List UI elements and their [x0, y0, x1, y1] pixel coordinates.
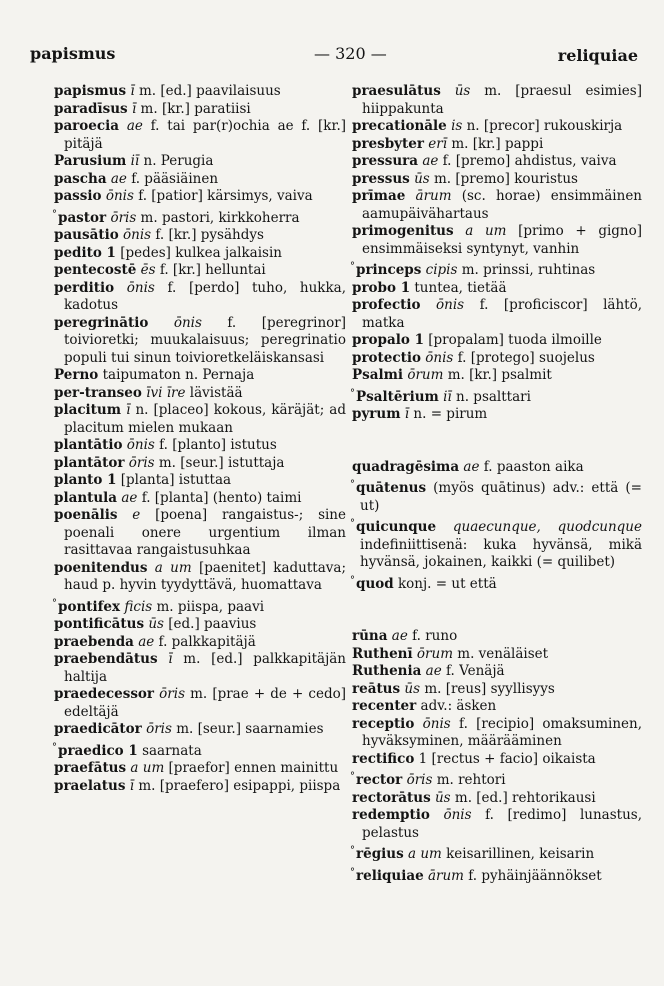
dictionary-entry: [352, 646, 642, 664]
page-number: — 320 —: [314, 44, 387, 63]
definition: f. [planto] istutus: [154, 437, 277, 453]
definition: n. = pirum: [409, 406, 488, 422]
degree-marker: °: [52, 597, 57, 609]
dictionary-entry: [352, 280, 642, 298]
grammar-info: ōnis: [443, 807, 472, 823]
dictionary-entry: [54, 651, 346, 686]
definition: adv.: äsken: [416, 698, 497, 714]
degree-marker: °: [350, 845, 355, 856]
dictionary-entry: [352, 768, 642, 790]
headword: quod: [356, 575, 394, 592]
dictionary-entry: [54, 507, 346, 560]
dictionary-entry: [352, 367, 642, 385]
headword: pressus: [352, 170, 410, 187]
dictionary-entry: [352, 751, 642, 769]
dictionary-entry: [54, 245, 346, 263]
section-gap: [352, 593, 642, 628]
definition: m. [praefero] esipappi, piispa: [134, 777, 341, 794]
headword: reātus: [352, 680, 401, 697]
dictionary-entry: [352, 350, 642, 368]
headword: quātenus: [356, 480, 427, 496]
left-column: [54, 83, 346, 795]
headword: quadragēsima: [352, 458, 460, 475]
grammar-info: a um: [130, 760, 165, 776]
definition: m. prinssi, ruhtinas: [457, 262, 596, 278]
dictionary-entry: [54, 686, 346, 721]
headword: Psaltērium: [356, 388, 439, 405]
headword: praedicātor: [54, 721, 142, 737]
headword: reliquiae: [356, 867, 424, 884]
grammar-info: quaecunque, quodcunque: [452, 519, 642, 535]
dictionary-entry: [352, 297, 642, 332]
definition: m. [kr.] paratiisi: [136, 100, 251, 117]
definition: [paenitet] kaduttava; haud p. hyvin tyydyttävä, huomattava: [64, 559, 346, 593]
definition: [propalam] tuoda ilmoille: [423, 332, 602, 348]
dictionary-entry: [54, 778, 346, 796]
dictionary-entry: [352, 864, 642, 886]
dictionary-entry: [54, 455, 346, 473]
grammar-info: ī: [131, 100, 137, 117]
grammar-info: ūs: [148, 616, 164, 632]
definition: m. [reus] syyllisyys: [420, 680, 555, 697]
definition: m. [premo] kouristus: [429, 170, 578, 187]
grammar-info: ārum: [415, 188, 452, 204]
degree-marker: °: [52, 208, 57, 220]
definition: f. [perdo] tuho, hukka, kadotus: [64, 279, 346, 313]
headword: praefātus: [54, 760, 127, 776]
headword: paroecia: [54, 118, 119, 134]
headword: pentecostē: [54, 262, 137, 278]
dictionary-entry: [352, 681, 642, 699]
dictionary-entry: [352, 136, 642, 154]
grammar-info: ūs: [434, 789, 451, 806]
grammar-info: a um: [154, 559, 192, 576]
definition: f. [planta] (hento) taimi: [137, 489, 302, 506]
grammar-info: is: [451, 118, 463, 134]
definition: indefiniittisenä: kuka hyvänsä, mikä hyvänsä, jokainen, kaikki (= quilibet): [360, 536, 642, 570]
grammar-info: ōris: [110, 209, 137, 226]
headword: paradīsus: [54, 100, 128, 117]
grammar-info: ae: [391, 628, 408, 644]
headword: Perno: [54, 367, 99, 383]
dictionary-entry: [352, 476, 642, 515]
definition: f. [premo] ahdistus, vaiva: [438, 153, 617, 169]
grammar-info: ōnis: [425, 349, 454, 366]
dictionary-entry: [54, 101, 346, 119]
grammar-info: ī: [130, 83, 135, 99]
dictionary-entry: [352, 171, 642, 189]
dictionary-entry: [54, 227, 346, 245]
grammar-info: ōnis: [105, 188, 134, 204]
headword: pedito 1: [54, 244, 116, 261]
headword: pascha: [54, 170, 107, 187]
definition: m. [kr.] psalmit: [443, 367, 552, 383]
headword: rectifico: [352, 750, 415, 767]
headword: redemptio: [352, 807, 430, 823]
definition: m. [praesul esimies] hiippakunta: [362, 83, 642, 117]
headword: pressura: [352, 153, 419, 169]
definition: saarnata: [137, 742, 202, 759]
definition: f. [protego] suojelus: [453, 349, 595, 366]
definition: f. [redimo] lunastus, pelastus: [362, 807, 642, 841]
grammar-info: ae: [110, 170, 127, 187]
entries-r: [352, 628, 642, 885]
dictionary-entry: [54, 616, 346, 634]
dictionary-entry: [54, 472, 346, 490]
degree-marker: °: [52, 741, 57, 753]
definition: f. [patior] kärsimys, vaiva: [133, 188, 313, 204]
grammar-info: erī: [428, 135, 448, 152]
headword: Ruthenia: [352, 663, 422, 679]
headword: praesulātus: [352, 83, 441, 99]
dictionary-entry: [352, 698, 642, 716]
headword: Parusium: [54, 153, 127, 169]
headword: prīmae: [352, 188, 406, 204]
dictionary-entry: [54, 188, 346, 206]
definition: (myös quātinus) adv.: että (= ut): [360, 480, 642, 514]
headword: planto 1: [54, 472, 117, 488]
dictionary-entry: [54, 153, 346, 171]
headword: rector: [356, 772, 403, 788]
dictionary-entry: [352, 118, 642, 136]
grammar-info: ārum: [427, 867, 464, 884]
grammar-info: ōrum: [407, 367, 444, 383]
headword: plantātor: [54, 454, 125, 471]
grammar-info: iī: [443, 388, 452, 405]
headword: rēgius: [356, 846, 404, 862]
grammar-info: ōris: [146, 721, 172, 737]
headword: recenter: [352, 698, 417, 714]
grammar-info: ūs: [454, 83, 471, 99]
degree-marker: °: [350, 479, 355, 490]
definition: [pedes] kulkea jalkaisin: [115, 244, 282, 261]
dictionary-entry: [352, 223, 642, 258]
headword: rūna: [352, 628, 388, 644]
definition: m. piispa, paavi: [152, 598, 265, 615]
dictionary-entry: [352, 716, 642, 751]
grammar-info: ōnis: [126, 279, 155, 296]
dictionary-entry: [352, 258, 642, 280]
headword: primogenitus: [352, 223, 454, 239]
headword: pausātio: [54, 227, 119, 243]
header-last-word: reliquiae: [557, 46, 638, 65]
grammar-info: ōnis: [123, 227, 152, 243]
grammar-info: ēs: [140, 262, 156, 278]
headword: Psalmi: [352, 367, 404, 383]
grammar-info: ūs: [404, 680, 421, 697]
dictionary-entry: [54, 262, 346, 280]
page-header: [30, 44, 638, 66]
headword: per-transeo: [54, 384, 142, 401]
degree-marker: °: [350, 518, 355, 529]
headword: poenitendus: [54, 559, 148, 576]
grammar-info: ūs: [414, 170, 430, 187]
dictionary-entry: [352, 332, 642, 350]
headword: princeps: [356, 262, 422, 278]
headword: papismus: [54, 83, 127, 99]
definition: f. tai par(r)ochia ae f. [kr.] pitäjä: [64, 118, 346, 152]
grammar-info: ōrum: [416, 645, 453, 662]
definition: f. Venäjä: [441, 663, 505, 679]
headword: plantātio: [54, 437, 123, 453]
headword: pontificātus: [54, 616, 145, 632]
dictionary-entry: [54, 367, 346, 385]
grammar-info: ae: [121, 489, 138, 506]
definition: f. [kr.] pysähdys: [151, 227, 264, 243]
definition: m. [seur.] saarnamies: [171, 721, 324, 737]
definition: lävistää: [185, 384, 243, 401]
grammar-info: ficis: [124, 598, 153, 615]
definition: f. runo: [407, 628, 458, 644]
headword: probo 1: [352, 279, 411, 296]
definition: f. [recipio] omaksuminen, hyväksyminen, määrääminen: [362, 715, 642, 749]
dictionary-entry: [54, 280, 346, 315]
definition: keisarillinen, keisarin: [441, 846, 595, 862]
definition: f. paaston aika: [479, 458, 584, 475]
grammar-info: ī: [129, 777, 135, 794]
grammar-info: ae: [463, 458, 480, 475]
headword: rectorātus: [352, 789, 431, 806]
dictionary-entry: [352, 153, 642, 171]
dictionary-entry: [54, 760, 346, 778]
headword: praedecessor: [54, 686, 155, 702]
degree-marker: °: [350, 866, 355, 878]
dictionary-entry: [54, 402, 346, 437]
dictionary-entry: [54, 490, 346, 508]
dictionary-entry: [352, 572, 642, 594]
grammar-info: ōris: [159, 686, 185, 702]
headword: precationāle: [352, 118, 447, 134]
definition: n. psalttari: [451, 388, 531, 405]
dictionary-entry: [352, 842, 642, 864]
dictionary-entry: [352, 83, 642, 118]
headword: quicunque: [356, 519, 437, 535]
definition: (sc. horae) ensimmäinen aamupäivähartaus: [362, 188, 643, 222]
definition: taipumaton n. Pernaja: [98, 367, 255, 383]
degree-marker: °: [350, 387, 355, 399]
headword: passio: [54, 188, 102, 204]
grammar-info: ae: [425, 663, 442, 679]
entries-q: [352, 459, 642, 594]
definition: [poena] rangaistus-; sine poenali onere urgentium ilman rasittavaa rangaistusuhkaa: [64, 507, 346, 558]
definition: f. [kr.] helluntai: [155, 262, 266, 278]
grammar-info: ōnis: [422, 715, 451, 732]
definition: konj. = ut että: [393, 575, 497, 592]
definition: [primo + gigno] ensimmäiseksi syntynyt, vanhin: [362, 223, 643, 257]
headword: profectio: [352, 297, 421, 313]
grammar-info: ōnis: [126, 437, 155, 453]
headword: peregrinātio: [54, 314, 149, 331]
section-gap: [352, 424, 642, 459]
dictionary-entry: [54, 206, 346, 228]
grammar-info: a um: [465, 223, 507, 239]
headword: pyrum: [352, 406, 401, 422]
definition: m. [kr.] pappi: [447, 135, 544, 152]
definition: tuntea, tietää: [410, 279, 507, 296]
dictionary-entry: [352, 663, 642, 681]
definition: f. [proficiscor] lähtö, matka: [362, 297, 643, 331]
header-first-word: papismus: [30, 44, 116, 63]
headword: plantula: [54, 489, 118, 506]
definition: n. [placeo] kokous, käräjät; ad placitum mielen mukaan: [64, 402, 347, 436]
definition: m. pastori, kirkkoherra: [136, 209, 300, 226]
grammar-info: ī: [404, 406, 410, 422]
definition: [ed.] paavius: [163, 616, 257, 632]
definition: m. [ed.] rehtorikausi: [450, 789, 596, 806]
dictionary-entry: [352, 385, 642, 407]
dictionary-entry: [54, 595, 346, 617]
definition: 1 [rectus + facio] oikaista: [414, 750, 596, 767]
headword: pontifex: [58, 598, 121, 615]
grammar-info: ōnis: [436, 297, 465, 313]
dictionary-entry: [54, 739, 346, 761]
headword: poenālis: [54, 507, 118, 523]
definition: m. [ed.] palkkapitäjän haltija: [64, 651, 347, 685]
definition: f. pääsiäinen: [126, 170, 219, 187]
dictionary-entry: [54, 171, 346, 189]
definition: m. [seur.] istuttaja: [154, 454, 285, 471]
definition: f. palkkapitäjä: [154, 633, 256, 650]
definition: m. [prae + de + cedo] edeltäjä: [64, 686, 346, 720]
degree-marker: °: [350, 574, 355, 586]
headword: praedico 1: [58, 742, 138, 759]
dictionary-entry: [54, 634, 346, 652]
definition: f. [peregrinor] toivioretki; muukalaisuus; peregrinatio populi tui sinun toivioretkeläiskansasi: [64, 314, 347, 366]
grammar-info: ī: [168, 651, 173, 667]
grammar-info: ae: [126, 118, 143, 134]
dictionary-entry: [352, 790, 642, 808]
right-column: [352, 83, 642, 885]
headword: placitum: [54, 402, 121, 418]
grammar-info: a um: [407, 846, 442, 862]
dictionary-entry: [352, 459, 642, 477]
headword: propalo 1: [352, 332, 424, 348]
dictionary-entry: [352, 807, 642, 842]
headword: presbyter: [352, 135, 424, 152]
definition: n. Perugia: [139, 153, 214, 169]
headword: pastor: [58, 209, 107, 226]
dictionary-entry: [352, 628, 642, 646]
definition: m. [ed.] paavilaisuus: [134, 83, 281, 99]
dictionary-entry: [352, 515, 642, 572]
dictionary-entry: [352, 406, 642, 424]
dictionary-entry: [54, 560, 346, 595]
grammar-info: īvi īre: [146, 384, 186, 401]
degree-marker: °: [350, 261, 355, 272]
grammar-info: e: [132, 507, 141, 523]
definition: m. rehtori: [432, 772, 506, 788]
headword: praelatus: [54, 777, 126, 794]
grammar-info: ōnis: [173, 314, 202, 331]
degree-marker: °: [350, 771, 355, 782]
dictionary-entry: [54, 118, 346, 153]
dictionary-entry: [352, 188, 642, 223]
dictionary-entry: [54, 721, 346, 739]
headword: praebendātus: [54, 651, 158, 667]
grammar-info: ōris: [406, 772, 433, 788]
dictionary-entry: [54, 385, 346, 403]
dictionary-entry: [54, 83, 346, 101]
definition: [praefor] ennen mainittu: [164, 760, 339, 776]
headword: praebenda: [54, 633, 134, 650]
headword: protectio: [352, 349, 421, 366]
definition: n. [precor] rukouskirja: [462, 118, 623, 134]
grammar-info: ī: [126, 402, 131, 418]
dictionary-entry: [54, 315, 346, 368]
headword: perditio: [54, 279, 115, 296]
definition: m. venäläiset: [453, 645, 549, 662]
grammar-info: iī: [130, 153, 140, 169]
definition: [planta] istuttaa: [116, 472, 232, 488]
headword: receptio: [352, 715, 415, 732]
dictionary-entry: [54, 437, 346, 455]
definition: f. pyhäinjäännökset: [463, 867, 602, 884]
grammar-info: ae: [422, 153, 439, 169]
grammar-info: ae: [138, 633, 155, 650]
entries-p: [352, 83, 642, 424]
grammar-info: cipis: [425, 262, 458, 278]
grammar-info: ōris: [128, 454, 155, 471]
headword: Ruthenī: [352, 645, 413, 662]
